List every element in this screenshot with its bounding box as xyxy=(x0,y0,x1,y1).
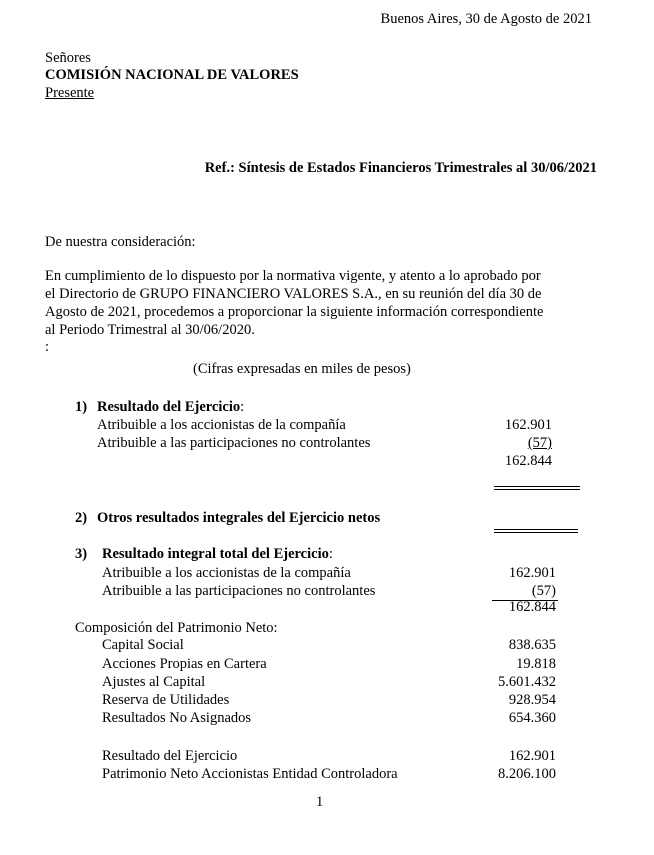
equity-row-label: Ajustes al Capital xyxy=(102,674,206,690)
equity-row-label: Reserva de Utilidades xyxy=(102,692,230,708)
equity-row-label: Resultados No Asignados xyxy=(102,710,252,726)
section1-row-label: Atribuible a los accionistas de la compañía xyxy=(97,417,346,433)
equity-row-value: 5.601.432 xyxy=(498,674,556,690)
section1-row-label: Atribuible a las participaciones no controlantes xyxy=(97,435,371,451)
section3-row-label: Atribuible a los accionistas de la compañía xyxy=(102,565,351,581)
section3-title: Resultado integral total del Ejercicio xyxy=(102,546,329,562)
body-line-1: En cumplimiento de lo dispuesto por la normativa vigente, y atento a lo aprobado por xyxy=(45,268,541,284)
section3-suffix: : xyxy=(328,546,333,562)
greeting: De nuestra consideración: xyxy=(45,234,196,250)
addressee-presente: Presente xyxy=(45,85,95,101)
section1-heading xyxy=(97,399,244,416)
section1-double-rule-top xyxy=(494,486,580,487)
addressee-organization: COMISIÓN NACIONAL DE VALORES xyxy=(45,67,299,83)
section1-title: Resultado del Ejercicio xyxy=(97,399,241,415)
equity-row-value: 19.818 xyxy=(516,656,556,672)
section2-title: Otros resultados integrales del Ejercicio netos xyxy=(97,510,381,526)
equity-result-value: 162.901 xyxy=(508,748,556,764)
body-line-4: al Periodo Trimestral al 30/06/2020. xyxy=(45,322,255,338)
body-line-3: Agosto de 2021, procedemos a proporcionar la siguiente información correspondiente xyxy=(45,304,544,320)
figures-note: (Cifras expresadas en miles de pesos) xyxy=(193,361,411,377)
section2-double-rule-bottom xyxy=(494,532,578,533)
equity-title: Composición del Patrimonio Neto: xyxy=(75,620,278,636)
section3-row-value: (57) xyxy=(531,583,556,599)
equity-row-label: Acciones Propias en Cartera xyxy=(102,656,267,672)
equity-row-value: 838.635 xyxy=(508,637,556,653)
section3-total: 162.844 xyxy=(508,599,556,615)
body-line-2: el Directorio de GRUPO FINANCIERO VALORES S.A., en su reunión del día 30 de xyxy=(45,286,542,302)
section3-number: 3) xyxy=(75,546,88,562)
section1-total: 162.844 xyxy=(504,453,552,469)
equity-row-label: Capital Social xyxy=(102,637,184,653)
section1-double-rule-bottom xyxy=(494,489,580,490)
section3-heading xyxy=(102,546,333,563)
body-colon: : xyxy=(45,339,50,355)
section1-row-value: 162.901 xyxy=(504,417,552,433)
salutation: Señores xyxy=(45,50,91,66)
section1-suffix: : xyxy=(240,399,245,415)
equity-row-value: 928.954 xyxy=(508,692,556,708)
section1-number: 1) xyxy=(75,399,88,415)
section3-row-value: 162.901 xyxy=(508,565,556,581)
place-date: Buenos Aires, 30 de Agosto de 2021 xyxy=(380,11,592,27)
section3-row-label: Atribuible a las participaciones no controlantes xyxy=(102,583,376,599)
equity-total-label: Patrimonio Neto Accionistas Entidad Controladora xyxy=(102,766,398,782)
section2-number: 2) xyxy=(75,510,88,526)
equity-total-value: 8.206.100 xyxy=(498,766,556,782)
page-number: 1 xyxy=(316,794,324,810)
equity-row-value: 654.360 xyxy=(508,710,556,726)
section1-row-value: (57) xyxy=(527,435,552,451)
reference-line: Ref.: Síntesis de Estados Financieros Trimestrales al 30/06/2021 xyxy=(204,160,597,176)
section2-double-rule-top xyxy=(494,529,578,530)
equity-result-label: Resultado del Ejercicio xyxy=(102,748,238,764)
